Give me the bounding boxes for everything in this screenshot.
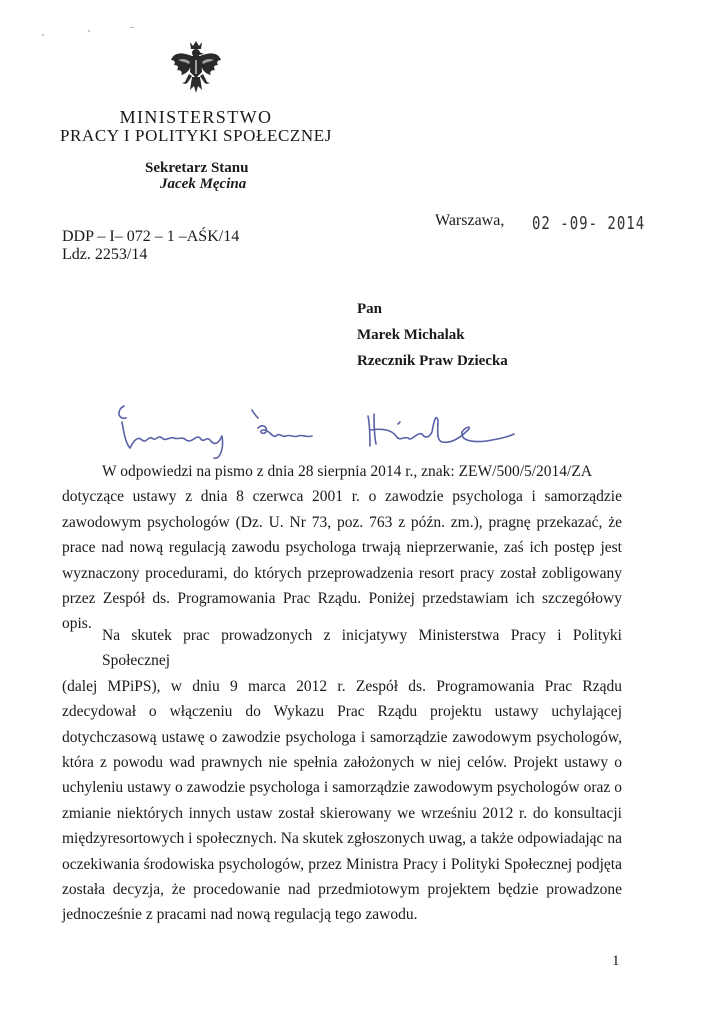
body-paragraph-2 [62,623,622,928]
place-label: Warszawa, [435,212,505,229]
reference-number: DDP – I– 072 – 1 –AŚK/14 [62,228,240,245]
secretary-name: Jacek Męcina [160,176,247,192]
recipient-office: Rzecznik Praw Dziecka [357,353,508,369]
body-paragraph-2-rest: (dalej MPiPS), w dniu 9 marca 2012 r. Zespół ds. Programowania Prac Rządu zdecydował o włączeniu do Wykazu Prac Rządu projektu ustawy uchylającej dotychczasową ustawę o zawodzie psychologa i samorządzie zawodowym psychologów, która z powodu wad prawnych nie spełnia założonych w niej celów. Projekt ustawy o uchyleniu ustawy o zawodzie psychologa i samorządzie zawodowym psychologów oraz o zmianie niektórych innych ustaw został skierowany we wrześniu 2012 r. do konsultacji międzyresortowych i społecznych. Na skutek zgłoszonych uwag, a także odpowiadając na oczekiwania środowiska psychologów, przez Ministra Pracy i Polityki Społecznej podjęta została decyzja, że procedowanie nad przedmiotowym projektem będzie prowadzone jednocześnie z pracami nad nową regulacją tego zawodu. [62,677,622,924]
recipient-name: Marek Michalak [357,327,465,343]
recipient-salutation: Pan [357,301,383,317]
scan-speck [88,30,90,32]
handwritten-salutation [112,400,522,460]
ministry-name-line1: MINISTERSTWO [119,107,273,127]
body-paragraph-2-first-line: Na skutek prac prowadzonych z inicjatywy Ministerstwa Pracy i Polityki Społecznej [102,627,622,670]
registry-number: Ldz. 2253/14 [62,246,148,263]
scan-speck [130,27,134,28]
ministry-name-line2: PRACY I POLITYKI SPOŁECZNEJ [60,126,332,145]
body-paragraph-1-rest: dotyczące ustawy z dnia 8 czerwca 2001 r. o zawodzie psychologa i samorządzie zawodowym psychologów (Dz. U. Nr 73, poz. 763 z późn. zm.), pragnę przekazać, że prace nad nową regulacją zawodu psychologa trwają nieprzerwanie, zaś ich postęp jest wyznaczony procedurami, do których przeprowadzenia resort pracy został zobligowany przez Zespół ds. Programowania Prac Rządu. Poniżej przedstawiam ich szczegółowy opis. [62,488,622,633]
scan-speck [42,34,44,36]
secretary-title: Sekretarz Stanu [145,160,249,176]
body-paragraph-1 [62,459,622,637]
date-stamp: 02 -09- 2014 [532,214,646,234]
polish-eagle-emblem-icon [168,38,224,100]
page-number: 1 [612,953,620,969]
body-paragraph-1-first-line: W odpowiedzi na pismo z dnia 28 sierpnia 2014 r., znak: ZEW/500/5/2014/ZA [102,463,593,480]
